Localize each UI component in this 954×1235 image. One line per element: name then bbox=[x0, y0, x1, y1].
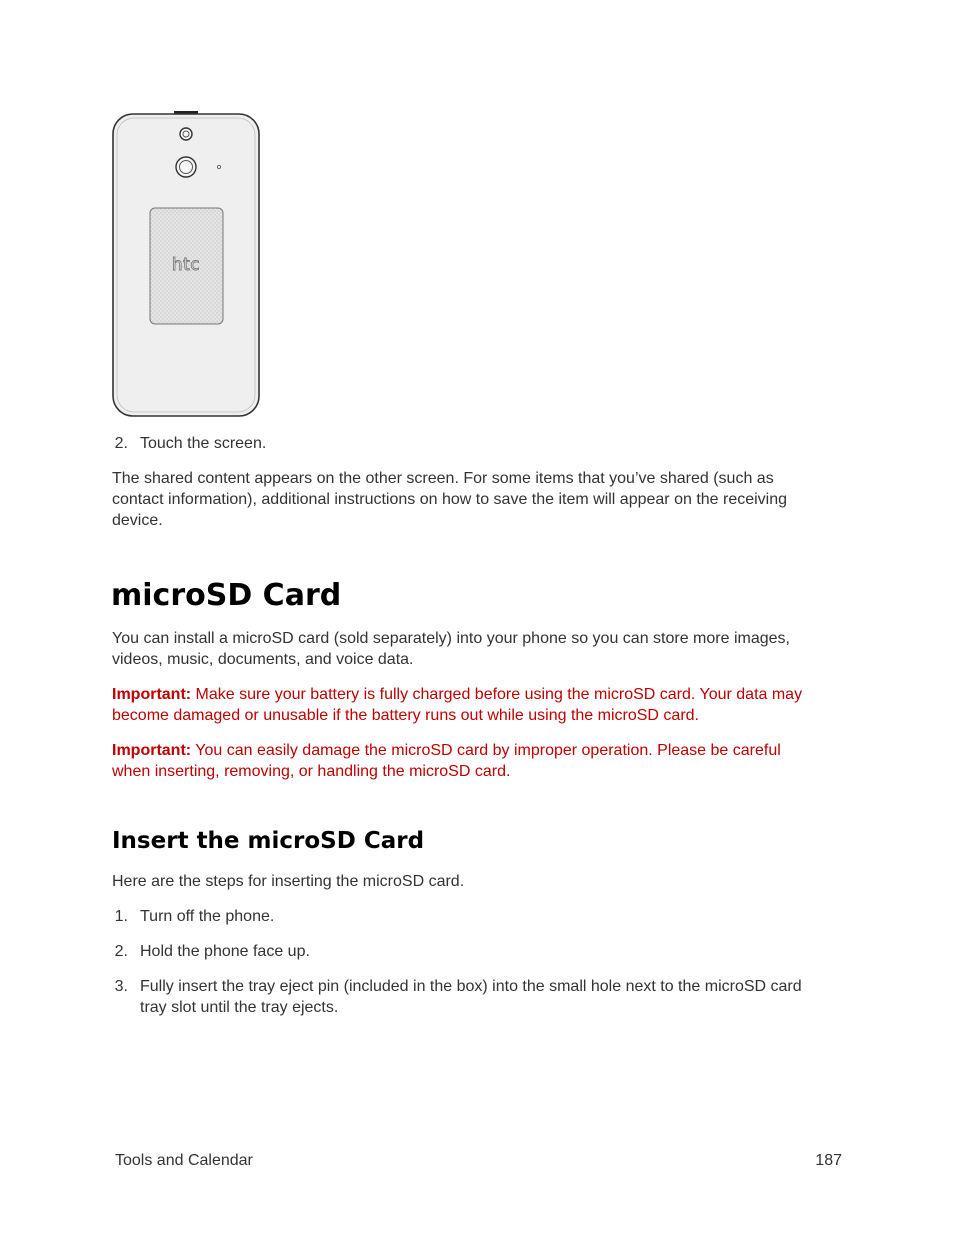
step-text: Turn off the phone. bbox=[140, 908, 275, 925]
step-text: Touch the screen. bbox=[140, 435, 267, 452]
important-label: Important: bbox=[112, 686, 192, 703]
shared-content-paragraph: The shared content appears on the other screen. For some items that you’ve shared (such as contact information), additional instructions on how to save the item will appear on the receiving device. bbox=[112, 470, 788, 529]
section-title: microSD Card bbox=[111, 578, 342, 613]
important-note: Important: Make sure your battery is fully charged before using the microSD card. Your data may become damaged or unusable if the battery runs out while using the microSD card. bbox=[112, 686, 803, 724]
list-item bbox=[112, 433, 812, 454]
section-intro-paragraph: You can install a microSD card (sold separately) into your phone so you can store more images, videos, music, documents, and voice data. bbox=[112, 630, 790, 668]
subsection-intro: Here are the steps for inserting the microSD card. bbox=[112, 873, 465, 890]
list-item bbox=[112, 906, 852, 927]
step-text-continued: tray slot until the tray ejects. bbox=[140, 999, 339, 1016]
htc-logo: htc bbox=[171, 255, 201, 275]
flash-icon bbox=[180, 128, 192, 140]
subsection-title: Insert the microSD Card bbox=[112, 828, 425, 854]
step-number: 1. bbox=[114, 908, 128, 925]
step-number: 2. bbox=[114, 943, 128, 960]
step-text: Hold the phone face up. bbox=[140, 943, 310, 960]
phone-back-illustration bbox=[110, 110, 262, 420]
step-number: 3. bbox=[114, 978, 128, 995]
page-number: 187 bbox=[815, 1152, 842, 1169]
important-note: Important: You can easily damage the microSD card by improper operation. Please be careful when inserting, removing, or handling the microSD card. bbox=[112, 742, 781, 780]
footer-chapter: Tools and Calendar bbox=[115, 1152, 253, 1169]
list-item bbox=[112, 976, 852, 1018]
step-text: Fully insert the tray eject pin (included in the box) into the small hole next to the microSD card bbox=[140, 978, 802, 995]
step-number: 2. bbox=[114, 435, 128, 452]
important-label: Important: bbox=[112, 742, 192, 759]
list-item bbox=[112, 941, 852, 962]
